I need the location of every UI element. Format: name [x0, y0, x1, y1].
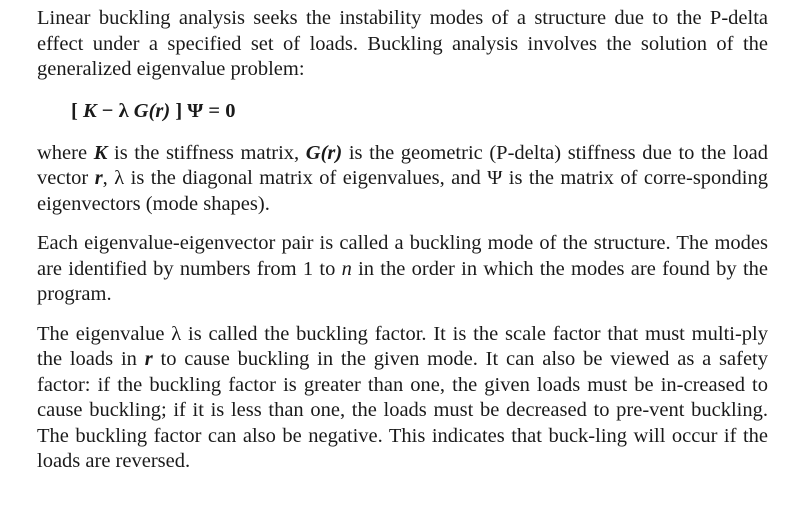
mode-text-1: Each eigenvalue-eigenvector pair is called a buckling mode of the structure. The modes are identified by numbers from 1 to: [37, 232, 768, 280]
equation-open-bracket: [: [71, 99, 83, 122]
factor-text-2: to cause buckling in the given mode. It can also be viewed as a safety factor: if the buckling factor is greater than one, the given loads must be in-creased to cause buckling; if it is less than one, the loads must be decreased to pre-vent buckling. The buckling factor can also be negative. This indicates that buck-ling will occur if the loads are reversed.: [37, 348, 769, 472]
load-vector-symbol-2: r: [144, 348, 153, 370]
geometric-symbol: G(r): [305, 141, 343, 164]
equation-stiffness-symbol: K: [82, 99, 97, 122]
where-text-4: , λ is the diagonal matrix of eigenvalues, and Ψ is the matrix of corre-sponding eigenvectors (mode shapes).: [37, 167, 768, 215]
equation-minus-lambda: − λ: [96, 99, 134, 122]
stiffness-symbol: K: [93, 141, 108, 164]
mode-paragraph: [37, 231, 768, 308]
equation-geometric-symbol: G(r): [133, 99, 171, 122]
intro-text: Linear buckling analysis seeks the instability modes of a structure due to the P-delta effect under a specified set of loads. Buckling analysis involves the solution of the generalized eigenvalue problem:: [37, 7, 768, 80]
mode-count-symbol: n: [341, 257, 352, 280]
factor-text-1: The eigenvalue λ is called the buckling factor. It is the scale factor that must multi-ply the loads in: [37, 322, 768, 370]
eigenvalue-equation: [71, 98, 768, 124]
intro-paragraph: [37, 6, 768, 83]
mode-text-2: in the order in which the modes are found by the program.: [37, 257, 768, 305]
where-text-1: where: [37, 141, 94, 164]
factor-paragraph: [37, 322, 768, 475]
load-vector-symbol: r: [94, 167, 103, 189]
where-text-2: is the stiffness matrix,: [107, 141, 306, 164]
where-paragraph: [37, 141, 768, 218]
equation-close: ] Ψ = 0: [170, 99, 236, 122]
where-text-3: is the geometric (P-delta) stiffness due to the load vector: [37, 141, 768, 189]
